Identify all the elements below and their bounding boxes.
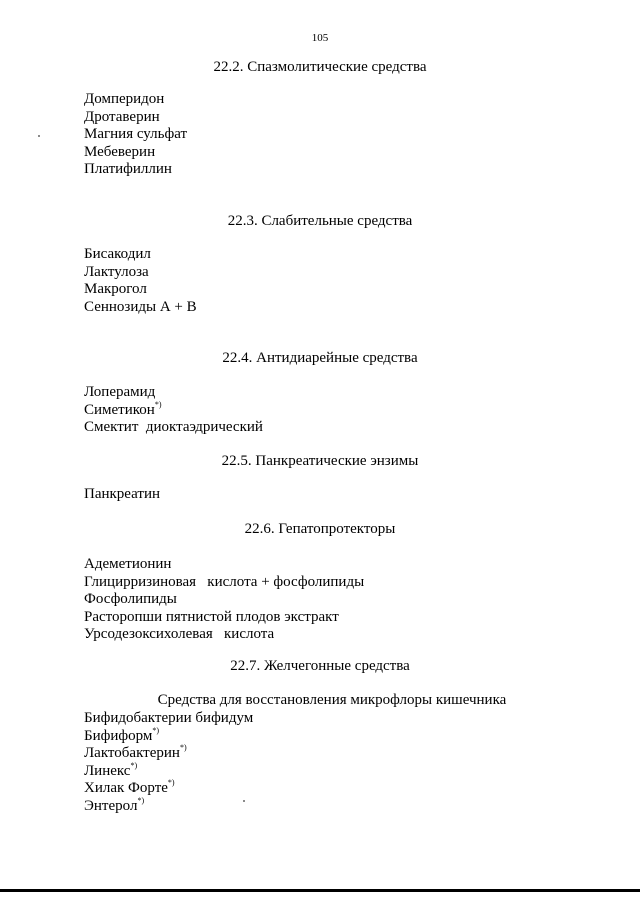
list-item: Дротаверин (84, 108, 160, 125)
footnote-mark: *) (179, 743, 187, 752)
section-heading: 22.2. Спазмолитические средства (213, 59, 427, 75)
list-item: Платифиллин (84, 161, 172, 177)
list-item: Фосфолипиды (84, 591, 177, 607)
list-item: Лоперамид (84, 384, 156, 400)
list-item: Энтерол*) (84, 795, 145, 814)
list-item: Лактулоза (84, 263, 149, 280)
list-item: Симетикон*) (84, 399, 162, 418)
scan-speck (243, 800, 245, 802)
list-item: Магния сульфат (84, 126, 188, 142)
section-heading: 22.4. Антидиарейные средства (222, 350, 418, 366)
drug-list (84, 486, 160, 504)
list-item: Расторопши пятнистой плодов экстракт (84, 608, 339, 625)
list-item: Бифиформ*) (84, 725, 160, 744)
footnote-mark: *) (137, 795, 145, 805)
bottom-rule (0, 889, 640, 892)
section-heading: 22.5. Панкреатические энзимы (221, 453, 419, 469)
footnote-mark: *) (167, 778, 175, 787)
section-heading: 22.7. Желчегонные средства (230, 658, 410, 674)
list-item: Урсодезоксихолевая кислота (84, 626, 275, 642)
list-item: Хилак Форте*) (84, 778, 175, 796)
list-item: Линекс*) (84, 760, 138, 779)
footnote-mark: *) (130, 760, 138, 770)
drug-list (84, 91, 187, 179)
list-item: Сеннозиды А + В (84, 298, 197, 315)
footnote-mark: *) (152, 725, 160, 735)
drug-list (84, 246, 197, 316)
section-heading: 22.6. Гепатопротекторы (244, 521, 396, 537)
drug-list (84, 556, 364, 644)
section-heading: Средства для восстановления микрофлоры кишечника (157, 692, 507, 708)
list-item: Смектит диоктаэдрический (84, 419, 263, 435)
list-item: Адеметионин (84, 556, 172, 572)
list-item: Домперидон (84, 91, 165, 107)
list-item: Панкреатин (84, 486, 161, 502)
list-item: Лактобактерин*) (84, 743, 187, 761)
drug-list (84, 710, 253, 815)
list-item: Глицирризиновая кислота + фосфолипиды (84, 573, 365, 590)
footnote-mark: *) (154, 399, 162, 409)
scan-speck (38, 135, 40, 137)
drug-list (84, 384, 263, 437)
list-item: Макрогол (84, 281, 147, 297)
page-number: 105 (311, 32, 329, 44)
list-item: Бисакодил (84, 246, 151, 262)
list-item: Бифидобактерии бифидум (84, 710, 254, 726)
section-heading: 22.3. Слабительные средства (227, 213, 413, 229)
list-item: Мебеверин (84, 143, 156, 160)
